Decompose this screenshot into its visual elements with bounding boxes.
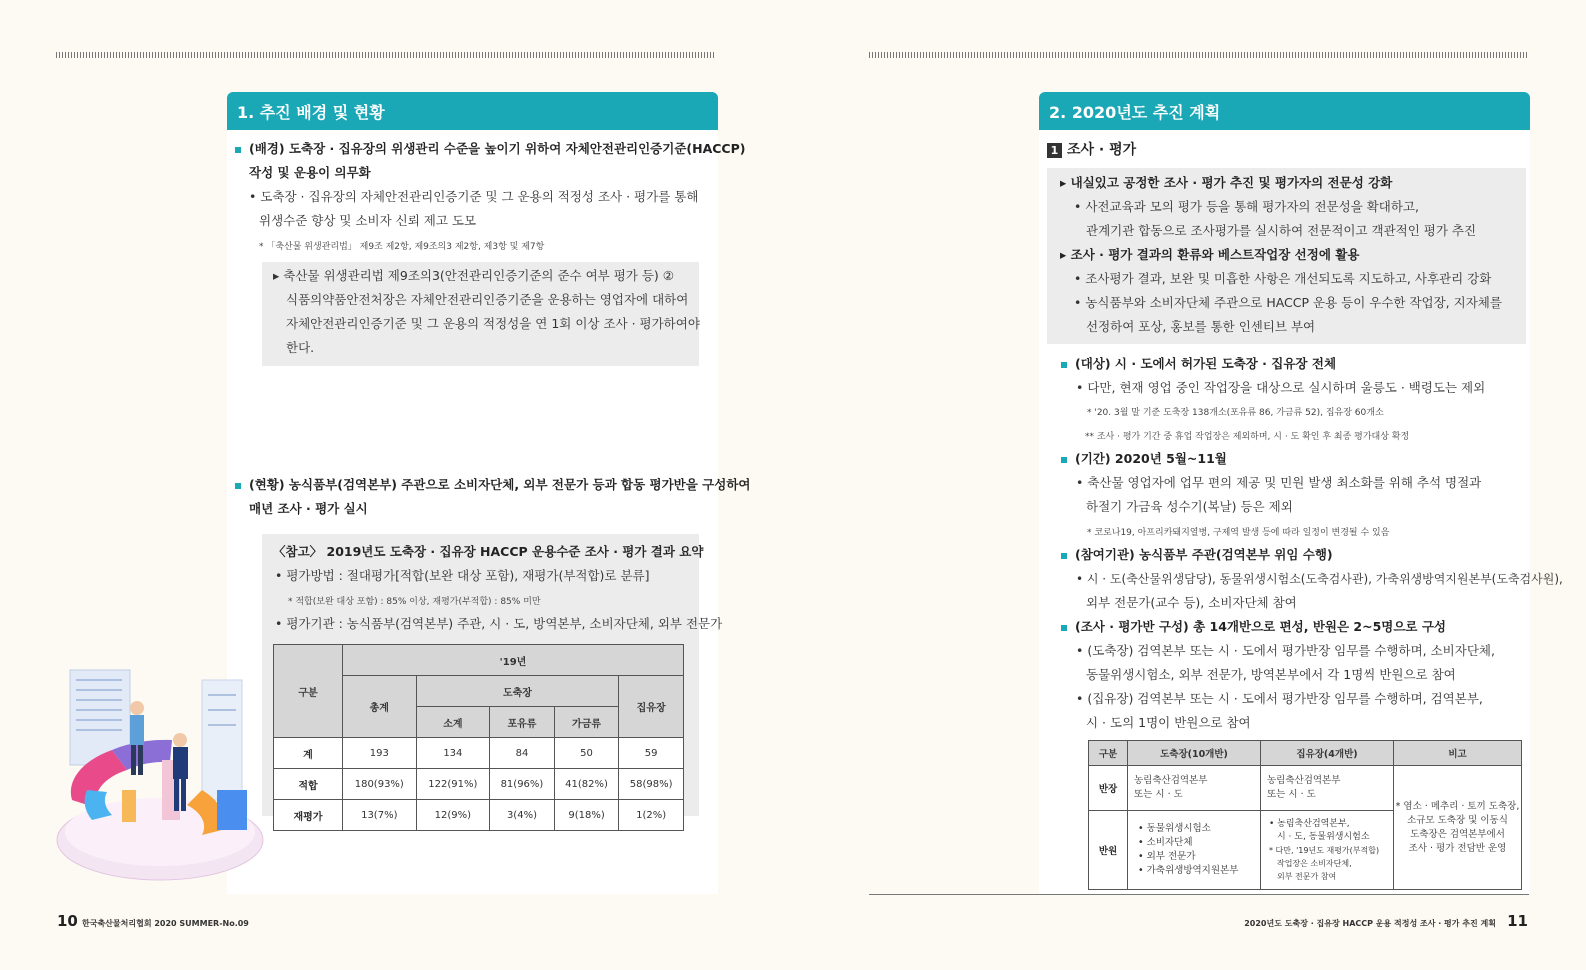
target-heading: (대상) 시 · 도에서 허가된 도축장 · 집유장 전체	[1061, 352, 1336, 376]
row-label: 반원	[1089, 811, 1128, 890]
law-quote-line: ▸ 축산물 위생관리법 제9조의3(안전관리인증기준의 준수 여부 평가 등) ②	[273, 268, 674, 283]
law-quote-line: 자체안전관리인증기준 및 그 운용의 적정성을 연 1회 이상 조사 · 평가하여야	[286, 316, 700, 331]
right-section-title: 2. 2020년도 추진 계획	[1039, 92, 1530, 130]
target-note: ** 조사 · 평가 기간 중 휴업 작업장은 제외하며, 시 · 도 확인 후 최종 평가대상 확정	[1085, 432, 1410, 442]
cell-milk-leader	[1261, 766, 1394, 811]
th-note: 비고	[1394, 741, 1522, 766]
cell-slaughter-members	[1128, 811, 1261, 890]
th-total: 총계	[343, 676, 417, 738]
table-row	[274, 738, 684, 769]
period-note: * 코로나19, 아프리카돼지열병, 구제역 발생 등에 따라 일정이 변경될 수 있음	[1087, 528, 1390, 538]
law-quote-line: 식품의약품안전처장은 자체안전관리인증기준을 운용하는 영업자에 대하여	[286, 292, 689, 307]
cell-poultry: 50	[554, 738, 619, 769]
right-footer: 2020년도 도축장 · 집유장 HACCP 운용 적정성 조사 · 평가 추진 계획	[1244, 919, 1496, 928]
row-label: 반장	[1089, 766, 1128, 811]
cell-line: 외부 전문가 참여	[1277, 871, 1337, 881]
right-bottom-rule	[869, 894, 1529, 895]
team-heading: (조사 · 평가반 구성) 총 14개반으로 편성, 반원은 2~5명으로 구성	[1061, 615, 1446, 639]
cell-line: • 외부 전문가	[1138, 851, 1196, 862]
org-bullet-cont: 외부 전문가(교수 등), 소비자단체 참여	[1086, 595, 1297, 610]
cell-poultry: 41(82%)	[554, 769, 619, 800]
period-bullet-cont: 하절기 가금육 성수기(복날) 등은 제외	[1086, 499, 1293, 514]
reference-method: • 평가방법 : 절대평가[적합(보완 대상 포함), 재평가(부적합)로 분류]	[275, 568, 650, 583]
subsection-number: 1	[1047, 143, 1062, 158]
cell-mammal: 81(96%)	[490, 769, 555, 800]
left-page-number: 10	[57, 912, 78, 930]
reference-agency: • 평가기관 : 농식품부(검역본부) 주관, 시 · 도, 방역본부, 소비자단체, 외부 전문가	[275, 616, 723, 631]
goal-bullet-cont: 선정하여 포상, 홍보를 통한 인센티브 부여	[1086, 319, 1316, 334]
team-bullet-cont: 동물위생시험소, 외부 전문가, 방역본부에서 각 1명씩 반원으로 참여	[1086, 667, 1456, 682]
cell-mammal: 3(4%)	[490, 800, 555, 831]
background-heading-cont: 작성 및 운용이 의무화	[249, 165, 371, 180]
cell-line: 조사 · 평가 전담반 운영	[1408, 842, 1507, 854]
team-bullet-cont: 시 · 도의 1명이 반원으로 참여	[1086, 715, 1251, 730]
cell-milk: 1(2%)	[619, 800, 684, 831]
subsection-title	[1047, 138, 1136, 162]
cell-sub: 134	[416, 738, 490, 769]
cell-poultry: 9(18%)	[554, 800, 619, 831]
cell-line: 농림축산검역본부	[1267, 775, 1341, 786]
cell-line: • 동물위생시험소	[1138, 823, 1211, 834]
row-label: 재평가	[274, 800, 343, 831]
cell-line: 소규모 도축장 및 이동식	[1407, 814, 1508, 826]
period-heading: (기간) 2020년 5월~11월	[1061, 447, 1227, 471]
goal-bullet-cont: 관계기관 합동으로 조사평가를 실시하여 전문적이고 객관적인 평가 추진	[1086, 223, 1477, 238]
cell-line: 또는 시 · 도	[1267, 789, 1316, 800]
cell-line: 농림축산검역본부	[1134, 775, 1208, 786]
cell-line: • 농림축산검역본부,	[1269, 818, 1350, 829]
th-year: '19년	[343, 645, 684, 676]
th-milk: 집유장(4개반)	[1261, 741, 1394, 766]
cell-milk-members	[1261, 811, 1394, 890]
reference-title: 〈참고〉 2019년도 도축장 · 집유장 HACCP 운용수준 조사 · 평가 결과 요약	[273, 544, 704, 559]
goal-heading: ▸ 내실있고 공정한 조사 · 평가 추진 및 평가자의 전문성 강화	[1060, 175, 1393, 190]
target-note: * '20. 3월 말 기준 도축장 138개소(포유류 86, 가금류 52), 집유장 60개소	[1087, 408, 1384, 418]
background-bullet: • 도축장 · 집유장의 자체안전관리인증기준 및 그 운용의 적정성 조사 · 평가를 통해	[249, 189, 699, 204]
law-quote-line: 한다.	[286, 340, 315, 355]
background-bullet-cont: 위생수준 향상 및 소비자 신뢰 제고 도모	[259, 213, 477, 228]
cell-line: 시 · 도, 동물위생시험소	[1277, 831, 1370, 842]
right-page-number: 11	[1507, 912, 1528, 930]
subsection-title-text: 조사 · 평가	[1067, 142, 1137, 158]
th-slaughter: 도축장	[416, 676, 619, 707]
cell-mammal: 84	[490, 738, 555, 769]
goal-bullet: • 조사평가 결과, 보완 및 미흡한 사항은 개선되도록 지도하고, 사후관리 강화	[1074, 271, 1492, 286]
left-footer: 한국축산물처리협회 2020 SUMMER-No.09	[82, 919, 249, 928]
left-section-title: 1. 추진 배경 및 현황	[227, 92, 718, 130]
current-heading: (현황) 농식품부(검역본부) 주관으로 소비자단체, 외부 전문가 등과 합동 평가반을 구성하여	[235, 473, 750, 497]
cell-slaughter-leader	[1128, 766, 1261, 811]
table-row	[274, 800, 684, 831]
goal-bullet: • 사전교육과 모의 평가 등을 통해 평가자의 전문성을 확대하고,	[1074, 199, 1420, 214]
th-mammal: 포유류	[490, 707, 555, 738]
goal-bullet: • 농식품부와 소비자단체 주관으로 HACCP 운용 등이 우수한 작업장, 지자체를	[1074, 295, 1502, 310]
cell-line: • 소비자단체	[1138, 837, 1193, 848]
org-bullet: • 시 · 도(축산물위생담당), 동물위생시험소(도축검사관), 가축위생방역지원본부(도축검사원),	[1076, 572, 1563, 586]
th-milk: 집유장	[619, 676, 684, 738]
th-gubun: 구분	[274, 645, 343, 738]
team-bullet: • (도축장) 검역본부 또는 시 · 도에서 평가반장 임무를 수행하며, 소비자단체,	[1076, 643, 1495, 658]
cell-line: 또는 시 · 도	[1134, 789, 1183, 800]
th-poultry: 가금류	[554, 707, 619, 738]
reference-note: * 적합(보완 대상 포함) : 85% 이상, 재평가(부적합) : 85% 미만	[288, 597, 541, 607]
team-bullet: • (집유장) 검역본부 또는 시 · 도에서 평가반장 임무를 수행하며, 검역본부,	[1076, 691, 1483, 706]
business-chart-illustration	[52, 640, 267, 890]
cell-total: 193	[343, 738, 417, 769]
cell-milk: 59	[619, 738, 684, 769]
cell-line: * 염소 · 메추리 · 토끼 도축장,	[1395, 800, 1520, 812]
cell-line: 작업장은 소비자단체,	[1277, 858, 1352, 868]
table-row	[1089, 766, 1522, 811]
cell-line: • 가축위생방역지원본부	[1138, 865, 1239, 876]
background-heading: (배경) 도축장 · 집유장의 위생관리 수준을 높이기 위하여 자체안전관리인증기준(HACCP)	[235, 137, 745, 161]
team-composition-table	[1088, 740, 1522, 890]
evaluation-result-table	[273, 644, 684, 831]
top-rule-left	[56, 52, 716, 58]
cell-milk: 58(98%)	[619, 769, 684, 800]
target-bullet: • 다만, 현재 영업 중인 작업장을 대상으로 실시하며 울릉도 · 백령도는 제외	[1076, 380, 1486, 395]
th-sub: 소계	[416, 707, 490, 738]
cell-line: * 다만, '19년도 재평가(부적합)	[1269, 845, 1380, 855]
row-label: 적합	[274, 769, 343, 800]
cell-sub: 122(91%)	[416, 769, 490, 800]
cell-note	[1394, 766, 1522, 890]
cell-total: 180(93%)	[343, 769, 417, 800]
background-note: * 「축산물 위생관리법」 제9조 제2항, 제9조의3 제2항, 제3항 및 제7항	[259, 242, 545, 252]
current-heading-cont: 매년 조사 · 평가 실시	[249, 501, 368, 516]
org-heading: (참여기관) 농식품부 주관(검역본부 위임 수행)	[1061, 543, 1333, 567]
cell-total: 13(7%)	[343, 800, 417, 831]
th-slaughter: 도축장(10개반)	[1128, 741, 1261, 766]
goal-heading: ▸ 조사 · 평가 결과의 환류와 베스트작업장 선정에 활용	[1060, 247, 1360, 262]
top-rule-right	[869, 52, 1529, 58]
table-row	[274, 769, 684, 800]
cell-sub: 12(9%)	[416, 800, 490, 831]
row-label: 계	[274, 738, 343, 769]
cell-line: 도축장은 검역본부에서	[1410, 828, 1505, 840]
period-bullet: • 축산물 영업자에 업무 편의 제공 및 민원 발생 최소화를 위해 추석 명절과	[1076, 475, 1482, 490]
th-gubun: 구분	[1089, 741, 1128, 766]
